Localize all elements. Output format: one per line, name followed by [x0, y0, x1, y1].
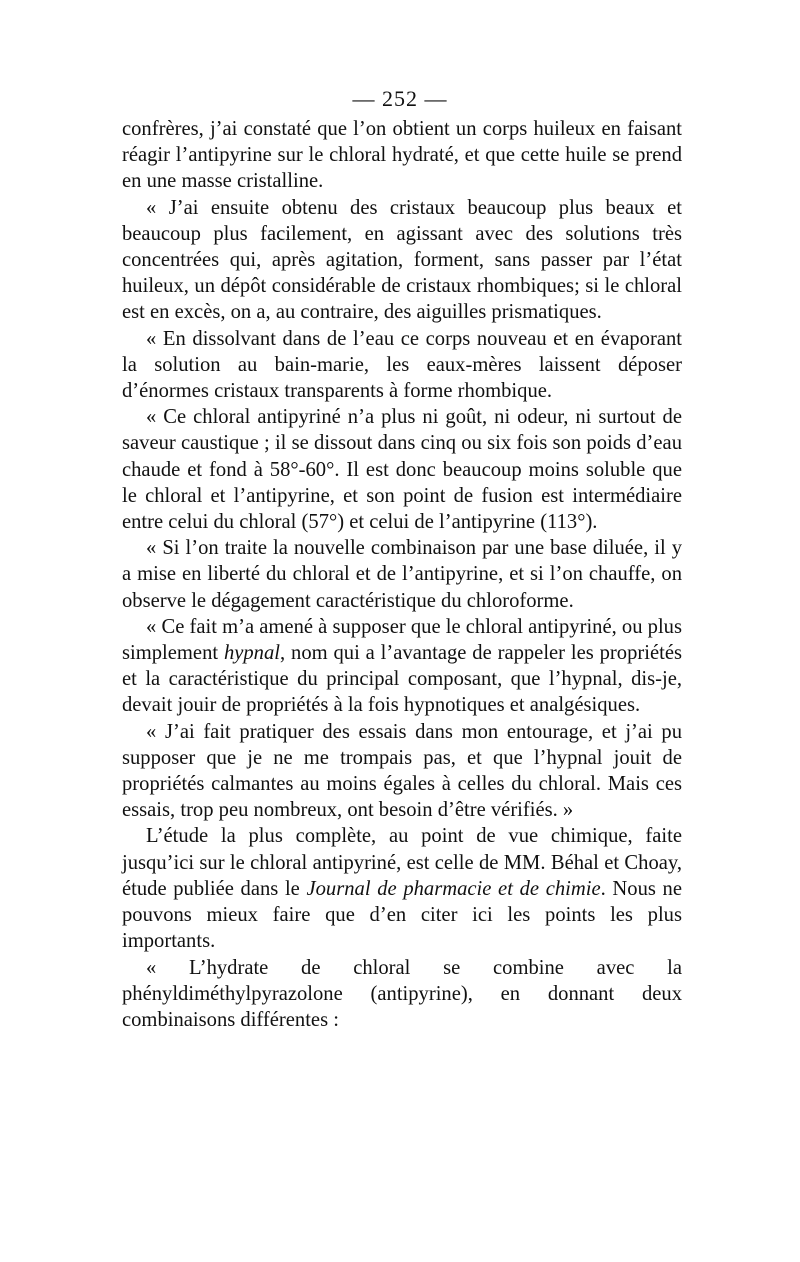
body-text [122, 116, 682, 1033]
paragraph-8 [122, 823, 682, 954]
hypnal-term: hypnal [223, 642, 281, 665]
paragraph-6-text-end: , nom qui a l’avantage de rappeler les propriétés et la caractéristique du principal composant, que l’hypnal, dis-je, devait jouir de propriétés à la fois hypnotiques et analgésiques. [122, 642, 682, 717]
journal-title: Journal de pharmacie et de chimie [306, 877, 601, 900]
paragraph-7: « J’ai fait pratiquer des essais dans mon entourage, et j’ai pu supposer que je ne me trompais pas, et que l’hypnal jouit de propriétés calmantes au moins égales à celles du chloral. Mais ces essais, trop peu nombreux, ont besoin d’être vérifiés. » [122, 720, 682, 822]
paragraph-6 [122, 614, 682, 719]
page-number: — 252 — [352, 86, 448, 111]
paragraph-2: « J’ai ensuite obtenu des cristaux beaucoup plus beaux et beaucoup plus facilement, en agissant avec des solutions très concentrées qui, après agitation, forment, sans passer par l’état huileux, un dépôt considérable de cristaux rhombiques; si le chloral est en excès, on a, au contraire, des aiguilles prismatiques. [122, 196, 682, 324]
paragraph-3: « En dissolvant dans de l’eau ce corps nouveau et en évaporant la solution au bain-marie, les eaux-mères laissent déposer d’énormes cristaux transparents à forme rhombique. [122, 327, 682, 403]
paragraph-8-text-start: L’étude la plus complète, au point de vue chimique, faite jusqu’ici sur le chloral antipyriné, est celle de MM. Béhal et Choay, étude publiée dans le [122, 825, 682, 900]
paragraph-9: « L’hydrate de chloral se combine avec la phényldiméthylpyrazolone (antipyrine), en donnant deux combinaisons différentes : [122, 956, 682, 1031]
paragraph-4: « Ce chloral antipyriné n’a plus ni goût, ni odeur, ni surtout de saveur caustique ; il se dissout dans cinq ou six fois son poids d’eau chaude et fond à 58°-60°. Il est donc beaucoup moins soluble que le chloral et l’antipyrine, et son point de fusion est intermédiaire entre celui du chloral (57°) et celui de l’antipyrine (113°). [122, 406, 682, 534]
paragraph-5: « Si l’on traite la nouvelle combinaison par une base diluée, il y a mise en liberté du chloral et de l’antipyrine, et si l’on chauffe, on observe le dégagement caractéristique du chloroforme. [122, 537, 682, 612]
paragraph-1: confrères, j’ai constaté que l’on obtient un corps huileux en faisant réagir l’antipyrine sur le chloral hydraté, et que cette huile se prend en une masse cristalline. [122, 118, 682, 193]
paragraph-6-text-start: « Ce fait m’a amené à supposer que le chloral antipyriné, ou plus simplement [122, 615, 682, 665]
paragraph-8-text-end: . Nous ne pouvons mieux faire que d’en citer ici les points les plus importants. [122, 877, 682, 953]
